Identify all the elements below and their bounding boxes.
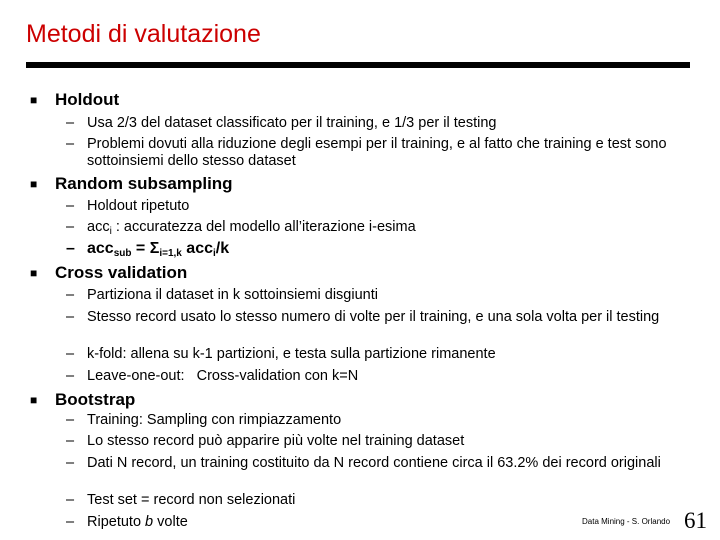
square-bullet-icon: ■ — [30, 393, 38, 407]
dash-bullet-icon: – — [66, 136, 75, 152]
dash-bullet-icon: – — [66, 368, 75, 384]
section-heading: Bootstrap — [55, 390, 136, 409]
dash-bullet-icon: – — [66, 240, 75, 257]
dash-bullet-icon: – — [66, 309, 75, 325]
slide-title: Metodi di valutazione — [26, 20, 261, 48]
section-heading: Random subsampling — [55, 174, 233, 193]
dash-bullet-icon: – — [66, 287, 75, 303]
square-bullet-icon: ■ — [30, 266, 38, 280]
dash-bullet-icon: – — [66, 346, 75, 362]
page-number: 61 — [684, 508, 707, 533]
square-bullet-icon: ■ — [30, 177, 38, 191]
dash-bullet-icon: – — [66, 492, 75, 508]
title-underline — [26, 62, 690, 68]
section-heading: Holdout — [55, 90, 120, 109]
dash-bullet-icon: – — [66, 198, 75, 214]
dash-bullet-icon: – — [66, 514, 75, 530]
dash-bullet-icon: – — [66, 115, 75, 131]
dash-bullet-icon: – — [66, 433, 75, 449]
square-bullet-icon: ■ — [30, 93, 38, 107]
dash-bullet-icon: – — [66, 455, 75, 471]
section-heading: Cross validation — [55, 263, 188, 282]
footer-text: Data Mining - S. Orlando — [582, 517, 671, 526]
dash-bullet-icon: – — [66, 219, 75, 235]
dash-bullet-icon: – — [66, 412, 75, 428]
